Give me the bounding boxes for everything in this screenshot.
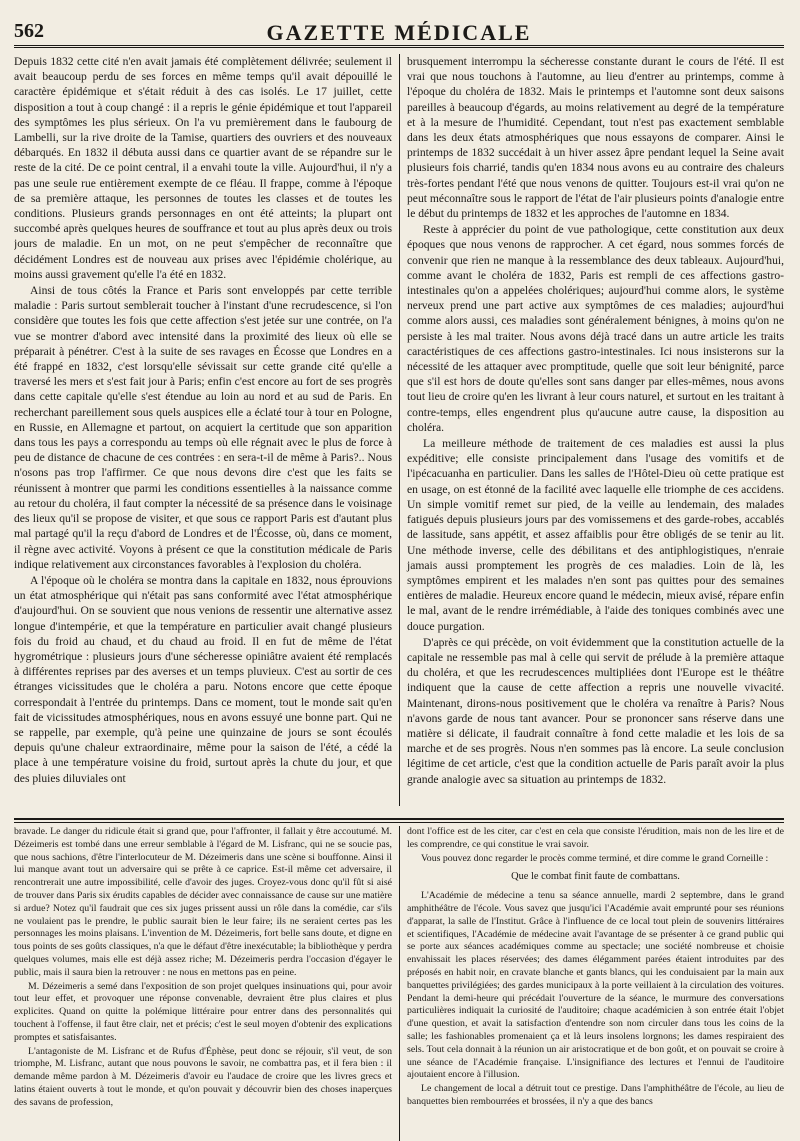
article-paragraph: Depuis 1832 cette cité n'en avait jamais été complètement délivrée; seulement il avait beaucoup perdu de ses forces en même temps qu'il avait dépouillé le caractère épidémique et s'était réduit à des cas isolés. Le 17 juillet, cette disposition a tout à coup changé : il a repris le génie épidémique et tout l'appareil des symptômes les plus sérieux. On l'a vu premièrement dans le faubourg de Lambelli, sur la rive droite de la Tamise, quartiers des ouvriers et des nouveaux débarqués. En 1832 il débuta aussi dans ce quartier avant de se répandre sur le reste de la cité. De ce point central, il a envahi toute la ville. Aujourd'hui, il n'y a pas une seule rue entièrement exempte de ce fléau. Il frappe, comme à l'époque de sa première attaque, les personnes de toutes les classes et de toutes les conditions. Plusieurs grands personnages en ont été atteints; la plupart ont succombé après quelques heures de souffrance et tout au plus après deux ou trois jours de maladie. En un mot, on ne peut s'empêcher de reconnaître que décidément Londres est de nouveau aux prises avec l'épidémie cholérique, au moins aussi gravement qu'elle l'a été en 1832. <box>14 55 392 281</box>
article-paragraph: A l'époque où le choléra se montra dans la capitale en 1832, nous éprouvions un état atmosphérique qui n'était pas sans conformité avec l'état atmosphérique d'aujourd'hui. On se souvient que nous venions de ressentir une alternative assez longue d'intempérie, et que la température en particulier avait changé plusieurs fois du froid au chaud, et du chaud au froid. Il en fut de même de l'état hygrométrique : plusieurs jours d'une sécheresse opiniâtre avaient été remplacés à différentes reprises par des averses et un temps pluvieux. C'est au sortir de ces étranges vicissitudes que le choléra a paru. Notons encore que cette époque correspondait à l'entrée du printemps. Dans ce moment, tout le monde sait qu'en fait de vicissitudes atmosphériques, nous en avons essuyé une bonne part. Qui ne se rappelle, par exemple, qu'à peine une quinzaine de jours se sont écoulés depuis qu'une chaleur extraordinaire, même pour la saison de l'été, a cédé la place à une température voisine du froid, surtout après la chute du jour, et que des pluies diluviales ont <box>14 573 392 785</box>
feuilleton-paragraph: L'Académie de médecine a tenu sa séance annuelle, mardi 2 septembre, dans le grand amphithéâtre de l'école. Vous savez que jusqu'ici l'Académie avait emprunté pour ses réunions d'apparat, la salle de l'Institut. Grâce à l'influence de ce local tout plein de souvenirs littéraires et scientifiques, l'Académie de médecine avait l'avantage de se présenter à ce grand public qui se porte aux séances académiques comme au spectacle; une société nombreuse et choisie envahissait les places réservées; des dames élégamment parées étaient introduites par des préposés en habit noir, en cravate blanche et gants blancs, qui les conduisaient par la main aux banquettes privilégiées; des gardes municipaux à la porte veillaient à la circulation des voitures. Pendant la demi-heure qui précédait l'ouverture de la séance, le murmure des conversations particulières indiquait la curiosité de l'auditoire; chaque académicien à son entrée était l'objet d'une question, et avait la satisfaction d'entendre son nom circuler dans tous les coins de la salle; les fashionables promenaient ça et là leurs insolens lorgnons; les dames respiraient des sels. Tout cela donnait à la réunion un air aristocratique et de bon goût, et on pouvait se croire à une séance de l'Académie française. L'insignifiance des lectures et l'ennui de l'auditoire ajoutaient encore à l'illusion. <box>407 890 784 1081</box>
left-column <box>14 54 399 806</box>
feuilleton-paragraph: Vous pouvez donc regarder le procès comme terminé, et dire comme le grand Corneille : <box>421 852 769 864</box>
feuilleton-right-column <box>399 826 784 1141</box>
feuilleton-paragraph: bravade. Le danger du ridicule était si grand que, pour l'affronter, il fallait y être accoutumé. M. Dézeimeris est tombé dans une erreur semblable à l'égard de M. Lisfranc, qui ne se soucie pas, que nous sachions, d'être l'interlocuteur de M. Dézeimeris dans une scène si bouffonne. Ainsi il lui manque avant tout un adversaire qui se prête à ce caprice. Est-il même cet adversaire, il rencontrerait une autre impossibilité, celle d'avoir des juges. Croyez-vous donc qu'il fût si aisé de trouver dans Paris six érudits capables de décider avec connaissance de cause sur une matière si ardue? Notez qu'il faudrait que ces six juges prissent aussi un rôle dans la comédie, car s'ils ne voulaient pas le prendre, le public saurait bien le leur faire; ils ne seraient certes pas les personnages les moins plaisans. L'invention de M. Dézeimeris, fort belle sans doute, et digne en tous points de ses goûts classiques, n'a que le défaut d'être inexécutable; la bibliothèque y perdra quelques volumes, mais elle est déjà assez riche; M. Dézeimeris perdra l'occasion d'égayer le public, mais il saura bien la retrouver : ne nous en mettons pas en peine. <box>14 826 392 978</box>
article-paragraph: Reste à apprécier du point de vue pathologique, cette constitution aux deux époques que nous venons de rapprocher. A cet égard, nous sommes forcés de convenir que rien ne manque à la ressemblance des deux tableaux. Aujourd'hui, comme avant le choléra de 1832, Paris est rempli de ces affections gastro-intestinales qu'on a appelées cholériques; aujourd'hui comme alors, le système nerveux prend une part active aux symptômes de ces maladies; aujourd'hui comme alors aussi, ces maladies sont généralement bénignes, à moins qu'on ne persiste à les mal traiter. Nous avons déjà tracé dans un autre article les traits caractéristiques de ces affections gastro-intestinales. Ici nous insisterons sur la nécessité de les attaquer avec promptitude, quelle que soit leur bénignité, parce que s'il est hors de doute qu'elles sont sans danger par elles-mêmes, nous avons tout lieu de croire qu'en les livrant à leur cours naturel, et surtout en les traitant à contre-temps, elles engendrent plus qu'aucune autre cause, la disposition au choléra. <box>407 223 784 434</box>
feuilleton-left-column <box>14 826 399 1141</box>
article-paragraph: La meilleure méthode de traitement de ces maladies est aussi la plus expéditive; elle consiste principalement dans l'usage des vomitifs et de l'ipécacuanha en particulier. Dans les salles de l'Hôtel-Dieu où cette pratique est en usage, on est étonné de la facilité avec laquelle elle triomphe de ces accidens. Un simple vomitif remet sur pied, de la veille au lendemain, des malades fatigués depuis plusieurs jours par des vomissemens et des garde-robes, accablés de lassitude, sans appétit, et assez affaiblis pour être obligés de se tenir au lit. Une méthode inverse, celle des débilitans et des antiphlogistiques, n'enraie jamais aussi promptement les progrès de ces maladies. Loin de là, les symptômes empirent et les malades n'en sont pas quittes pour des semaines entières de maladie. Heureux encore quand le médecin, mieux avisé, répare enfin le mal, avant de le rendre irrémédiable, à l'aide des toniques combinés avec une douce purgation. <box>407 437 784 633</box>
corneille-quote: Que le combat finit faute de combattans. <box>511 871 680 883</box>
feuilleton-paragraph: M. Dézeimeris a semé dans l'exposition de son projet quelques insinuations qui, pour avoir tout leur effet, et provoquer une réponse convenable, devraient être plus claires et plus explicites. Quand on quitte la polémique littéraire pour entrer dans des personnalités qui touchent à l'offense, il faut être clair, net et précis; c'est le seul moyen d'obtenir des explications promptes et satisfaisantes. <box>14 980 392 1043</box>
page-number: 562 <box>14 20 44 42</box>
feuilleton-paragraph: dont l'office est de les citer, car c'est en cela que consiste l'érudition, mais non de les lire et de les comprendre, ce qui constitue le vrai savoir. <box>407 826 784 850</box>
article-paragraph: brusquement interrompu la sécheresse constante durant le cours de l'été. Il est vrai que nous touchons à l'automne, au lieu d'entrer au printemps, comme à l'époque du choléra de 1832. Mais le printemps et l'automne sont deux saisons pareilles à beaucoup d'égards, au moins relativement au degré de la température et à la mesure de l'humidité. Cependant, tout n'est pas exactement semblable dans les deux états atmosphériques que nous essayons de comparer. Ainsi le printemps de 1832 succédait à un hiver assez âpre pendant lequel la Seine avait plusieurs fois charrié, tandis qu'en 1834 nous avons eu au contraire des chaleurs très-fortes pendant l'été que nous venons de quitter. Toujours est-il vrai qu'on ne peut méconnaître sous le rapport de l'état de l'air plusieurs points d'analogie entre le début du printemps de 1832 et les approches de l'automne en 1834. <box>407 55 784 221</box>
feuilleton-paragraph: L'antagoniste de M. Lisfranc et de Rufus d'Éphèse, peut donc se réjouir, s'il veut, de son triomphe, M. Lisfranc, autant que nous pouvons le savoir, ne combattra pas, et il fera bien : il demande même pardon à M. Dézeimeris d'avoir eu l'audace de croire que les livres grecs et latins étaient ouverts à tout le monde, et qu'on pouvait y découvrir bien des choses inaperçues des savans de profession, <box>14 1045 392 1108</box>
feuilleton-divider <box>14 818 784 823</box>
article-paragraph: D'après ce qui précède, on voit évidemment que la constitution actuelle de la capitale ne ressemble pas mal à celle qui servit de prélude à la première attaque du choléra, et que les recrudescences multipliées dont l'Europe est le théâtre indiquent que la cause de cette affection a repris une nouvelle vivacité. Maintenant, dirons-nous positivement que le choléra va renaître à Paris? Nous n'avons garde de nous tant avancer. Pour se prononcer sans réserve dans une matière si délicate, il faudrait connaître à fond cette maladie et les lois de sa marche et de ses progrès. Nous n'en sommes pas là encore. La seule conclusion légitime de cet article, c'est que la condition actuelle de Paris paraît avoir la plus grande analogie avec sa situation au printemps de 1832. <box>407 635 784 786</box>
feuilleton <box>14 826 784 1141</box>
gazette-title: GAZETTE MÉDICALE <box>266 20 532 45</box>
masthead <box>14 14 784 48</box>
right-column <box>399 54 784 806</box>
article-paragraph: Ainsi de tous côtés la France et Paris sont enveloppés par cette terrible maladie : Paris surtout semblerait toucher à l'instant d'une recrudescence, si l'on considère que toutes les fois que cette affection s'est jetée sur une contrée, on l'a vue se montrer d'abord avec intensité dans la proximité des lieux où elle se préparait à pénétrer. C'est à la suite de ses ravages en Écosse que Londres en a été frappé en 1832, c'est lorsqu'elle sévissait sur cette grande cité qu'elle a traversé les mers et s'est fait jour à Paris; enfin c'est encore au fort de ses progrès dans cette capitale qu'elle s'est étendue au loin au nord et au sud de Paris. En recherchant pareillement sous quels auspices elle a éclaté tour à tour en Pologne, en Russie, en Allemagne et partout, on acquiert la certitude que son apparition dans tous les pays a correspondu au temps où elle régnait avec le plus de force à peu de distance de chacune de ces contrées : en sera-t-il de même à Paris?.. Nous n'osons pas trop l'affirmer. Ce que nous devons dire c'est que les faits se réunissent à montrer que parmi les conditions essentielles à la naissance comme au retour du choléra, il faut compter la nécessité de sa présence dans le voisinage des lieux qu'il se propose de visiter, et que sous ce rapport Paris est d'autant plus mal partagé qu'il la reçu d'abord de Londres et de l'Écosse, où, dans ce moment, il règne avec activité. Voyons à présent ce que la constitution médicale de Paris indique relativement aux circonstances favorables à l'explosion du choléra. <box>14 284 392 571</box>
feuilleton-paragraph: Le changement de local a détruit tout ce prestige. Dans l'amphithéâtre de l'école, au lieu de banquettes bien rembourrées et brossées, il n'y a que des bancs <box>407 1083 784 1107</box>
main-article <box>14 54 784 806</box>
